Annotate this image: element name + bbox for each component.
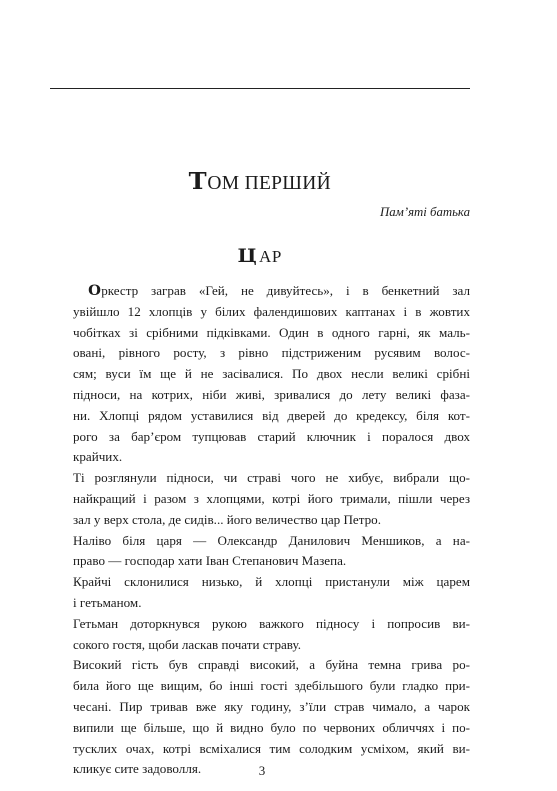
text-line [58, 614, 470, 635]
text-line-content: найкращий і разом з хлопцями, котрі його тримали, пішли через [73, 490, 470, 506]
paragraph [58, 468, 470, 530]
text-line [58, 406, 470, 427]
text-line-content: кликує сите задоволля. [73, 761, 202, 777]
text-line [58, 593, 470, 614]
text-line [58, 551, 470, 572]
page-number: 3 [258, 763, 266, 778]
text-line [58, 302, 470, 323]
text-line-content: чесані. Пир тривав вже яку годину, з’їли страв чимало, а чарок [73, 698, 470, 714]
paragraph [58, 572, 470, 614]
top-rule [50, 88, 470, 89]
volume-title-initial: Т [188, 168, 207, 195]
text-line-content: сям; вуси їм ще й не засівалися. По двох несли великі срібні [73, 366, 470, 382]
text-line-content: Наліво біля царя — Олександр Данилович Меншиков, а на- [73, 532, 470, 548]
paragraph [58, 614, 470, 656]
text-line-content: чобітках зі срібними підківками. Один в одного гарні, як маль- [73, 324, 470, 340]
text-line [58, 676, 470, 697]
text-line [58, 468, 470, 489]
text-line-content: Високий гість був справді високий, а буйна темна грива ро- [73, 657, 470, 673]
text-line [58, 635, 470, 656]
text-line [58, 489, 470, 510]
text-line-content: била його ще вищим, бо інші гості здебільшого були гладко при- [73, 678, 470, 694]
chapter-title-initial: Ц [237, 245, 258, 267]
text-line [58, 343, 470, 364]
text-line-content: ни. Хлопці рядом уставилися від дверей до кредексу, біля кот- [73, 407, 470, 423]
text-line-content: сокого гостя, щоби ласкав почати страву. [73, 636, 302, 652]
text-line-content: право — господар хати Іван Степанович Мазепа. [73, 553, 347, 569]
text-line [58, 364, 470, 385]
text-line [58, 697, 470, 718]
text-line-content: рого за бар’єром тупцював старий ключник і поралося двох [73, 428, 470, 444]
text-line [58, 531, 470, 552]
text-line [58, 427, 470, 448]
text-line-content: зал у верх стола, де сидів... його величество цар Петро. [73, 511, 381, 527]
text-line-content: Крайчі склонилися низько, й хлопці пристанули між царем [73, 574, 470, 590]
text-line [58, 655, 470, 676]
text-line [58, 510, 470, 531]
text-line-content: крайчих. [73, 449, 123, 465]
chapter-text [58, 281, 470, 780]
text-line-content: підноси, на котрих, ніби живі, зривалися до лету великі фаза- [73, 386, 470, 402]
text-line [58, 739, 470, 760]
text-line-content: і гетьманом. [73, 594, 142, 610]
dedication: Пам’яті батька [380, 205, 470, 219]
paragraph [58, 281, 470, 468]
text-line [58, 718, 470, 739]
paragraph [58, 531, 470, 573]
text-line-content: увійшло 12 хлопців у білих фалендишових каптанах і в жовтих [73, 303, 470, 319]
text-line-content: Гетьман доторкнувся рукою важкого підносу і попросив ви- [73, 615, 470, 631]
paragraph-initial: О [88, 283, 101, 299]
text-line [58, 323, 470, 344]
text-line [58, 281, 470, 302]
volume-title-text: ОМ ПЕРШИЙ [207, 173, 332, 194]
volume-title [50, 168, 470, 198]
text-line-content: овані, рівного росту, з рівно підстриженим русявим волос- [73, 345, 470, 361]
chapter-title [50, 243, 470, 270]
text-line-content: тусклих очах, котрі всміхалися тим солодким усміхом, який ви- [73, 740, 470, 756]
text-line [58, 385, 470, 406]
text-line-content: ркестр заграв «Гей, не дивуйтесь», і в бенкетний зал [101, 283, 470, 298]
text-line [58, 572, 470, 593]
text-line-content: Ті розглянули підноси, чи страві чого не хибує, вибрали що- [73, 470, 470, 486]
chapter-title-text: АР [259, 247, 282, 266]
text-line-content: випили ще більше, що й видно було по червоних обличчях і по- [73, 719, 470, 735]
text-line [58, 447, 470, 468]
